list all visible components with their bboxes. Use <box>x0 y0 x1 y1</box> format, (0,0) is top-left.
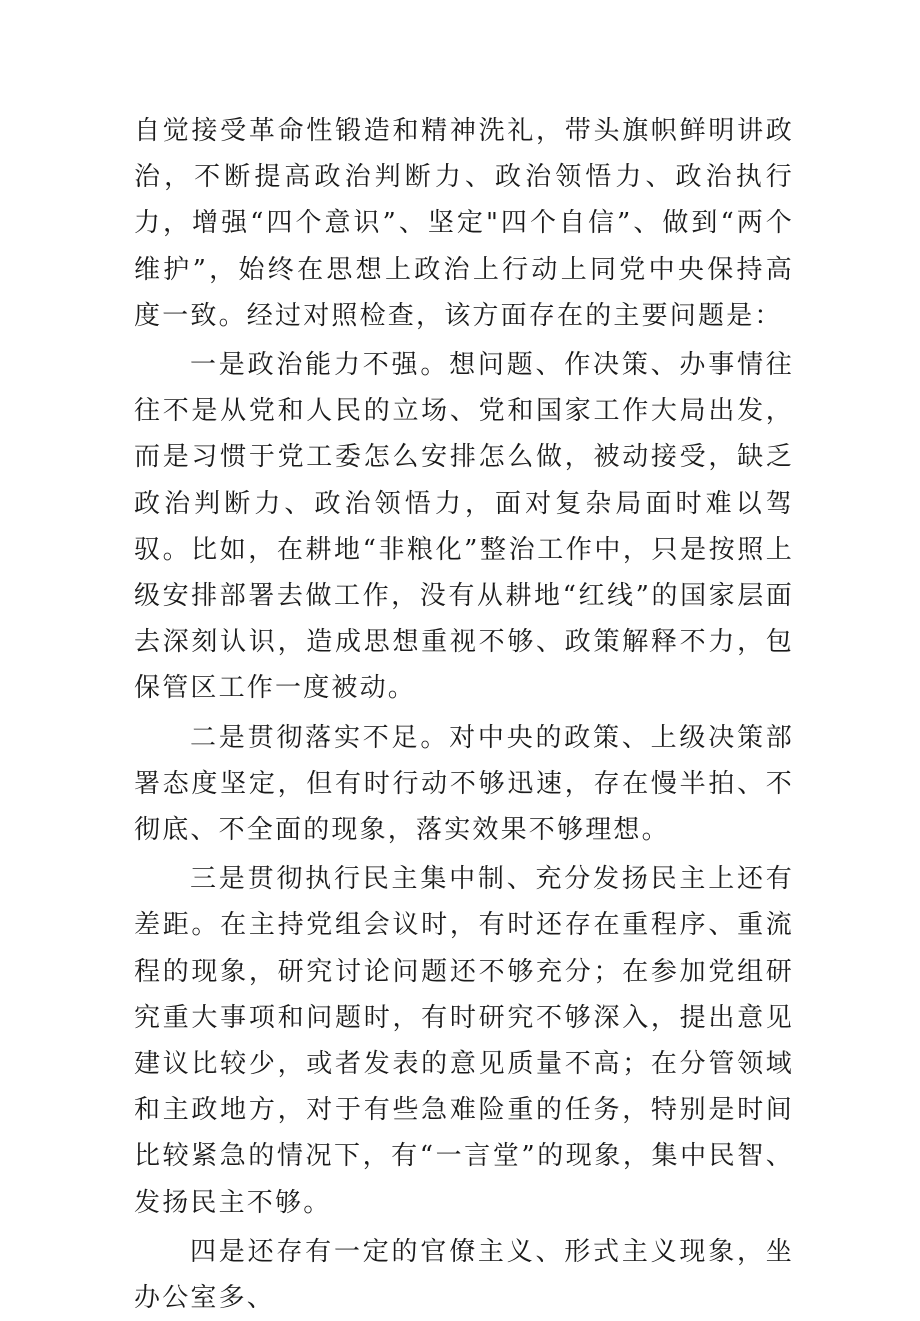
paragraph-democratic-centralism: 三是贯彻执行民主集中制、充分发扬民主上还有差距。在主持党组会议时，有时还存在重程序、重流程的现象，研究讨论问题还不够充分；在参加党组研究重大事项和问题时，有时研究不够深入，提出意见建议比较少，或者发表的意见质量不高；在分管领域和主政地方，对于有些急难险重的任务，特别是时间比较紧急的情况下，有“一言堂”的现象，集中民智、发扬民主不够。 <box>134 864 794 1218</box>
paragraph-intro: 自觉接受革命性锻造和精神洗礼，带头旗帜鲜明讲政治，不断提高政治判断力、政治领悟力、政治执行力，增强“四个意识”、坚定"四个自信”、做到“两个维护”，始终在思想上政治上行动上同党中央保持高度一致。经过对照检查，该方面存在的主要问题是： <box>134 116 794 331</box>
paragraph-bureaucratism: 四是还存有一定的官僚主义、形式主义现象，坐办公室多、 <box>134 1236 794 1314</box>
paragraph-political-ability: 一是政治能力不强。想问题、作决策、办事情往往不是从党和人民的立场、党和国家工作大局出发，而是习惯于党工委怎么安排怎么做，被动接受，缺乏政治判断力、政治领悟力，面对复杂局面时难以驾驭。比如，在耕地“非粮化”整治工作中，只是按照上级安排部署去做工作，没有从耕地“红线”的国家层面去深刻认识，造成思想重视不够、政策解释不力，包保管区工作一度被动。 <box>134 350 794 704</box>
paragraph-implementation: 二是贯彻落实不足。对中央的政策、上级决策部署态度坚定，但有时行动不够迅速，存在慢半拍、不彻底、不全面的现象，落实效果不够理想。 <box>134 722 794 846</box>
